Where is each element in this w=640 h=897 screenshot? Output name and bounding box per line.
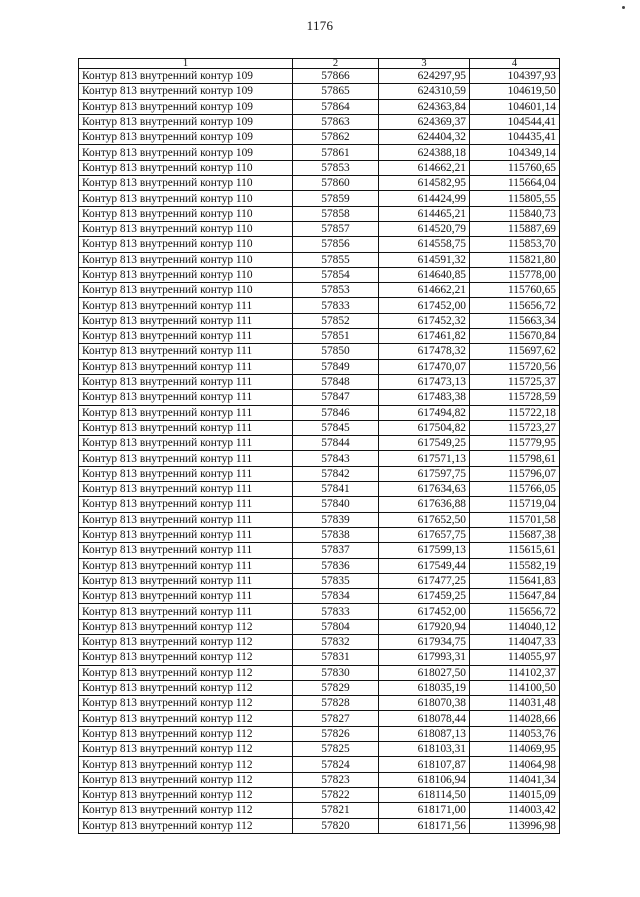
table-row [79, 512, 560, 527]
x-coordinate-cell: 617657,75 [379, 527, 470, 542]
x-coordinate-cell: 618106,94 [379, 772, 470, 787]
x-coordinate-cell: 624388,18 [379, 145, 470, 160]
contour-name-cell: Контур 813 внутренний контур 111 [79, 298, 293, 313]
contour-name-cell: Контур 813 внутренний контур 111 [79, 589, 293, 604]
contour-name-cell: Контур 813 внутренний контур 112 [79, 680, 293, 695]
point-number-cell: 57845 [293, 420, 379, 435]
point-number-cell: 57843 [293, 451, 379, 466]
point-number-cell: 57820 [293, 818, 379, 833]
y-coordinate-cell: 104544,41 [470, 114, 560, 129]
table-row [79, 420, 560, 435]
contour-name-cell: Контур 813 внутренний контур 111 [79, 527, 293, 542]
contour-name-cell: Контур 813 внутренний контур 112 [79, 665, 293, 680]
column-header: 2 [293, 59, 379, 69]
table-row [79, 726, 560, 741]
x-coordinate-cell: 618103,31 [379, 742, 470, 757]
contour-name-cell: Контур 813 внутренний контур 109 [79, 69, 293, 84]
contour-name-cell: Контур 813 внутренний контур 110 [79, 237, 293, 252]
y-coordinate-cell: 114100,50 [470, 680, 560, 695]
table-row [79, 558, 560, 573]
y-coordinate-cell: 115719,04 [470, 497, 560, 512]
y-coordinate-cell: 114041,34 [470, 772, 560, 787]
y-coordinate-cell: 115725,37 [470, 374, 560, 389]
x-coordinate-cell: 617993,31 [379, 650, 470, 665]
y-coordinate-cell: 115697,62 [470, 344, 560, 359]
y-coordinate-cell: 104619,50 [470, 84, 560, 99]
point-number-cell: 57838 [293, 527, 379, 542]
point-number-cell: 57824 [293, 757, 379, 772]
contour-name-cell: Контур 813 внутренний контур 112 [79, 818, 293, 833]
y-coordinate-cell: 115821,80 [470, 252, 560, 267]
y-coordinate-cell: 104435,41 [470, 130, 560, 145]
contour-name-cell: Контур 813 внутренний контур 110 [79, 267, 293, 282]
point-number-cell: 57860 [293, 176, 379, 191]
y-coordinate-cell: 115641,83 [470, 573, 560, 588]
x-coordinate-cell: 617494,82 [379, 405, 470, 420]
y-coordinate-cell: 114064,98 [470, 757, 560, 772]
table-row [79, 329, 560, 344]
point-number-cell: 57858 [293, 206, 379, 221]
y-coordinate-cell: 115615,61 [470, 543, 560, 558]
point-number-cell: 57866 [293, 69, 379, 84]
x-coordinate-cell: 614662,21 [379, 283, 470, 298]
contour-name-cell: Контур 813 внутренний контур 111 [79, 497, 293, 512]
x-coordinate-cell: 617920,94 [379, 619, 470, 634]
contour-name-cell: Контур 813 внутренний контур 109 [79, 99, 293, 114]
table-row [79, 619, 560, 634]
point-number-cell: 57833 [293, 604, 379, 619]
y-coordinate-cell: 114031,48 [470, 696, 560, 711]
x-coordinate-cell: 624363,84 [379, 99, 470, 114]
point-number-cell: 57865 [293, 84, 379, 99]
y-coordinate-cell: 114015,09 [470, 787, 560, 802]
contour-name-cell: Контур 813 внутренний контур 110 [79, 191, 293, 206]
table-row [79, 359, 560, 374]
x-coordinate-cell: 617597,75 [379, 466, 470, 481]
x-coordinate-cell: 617934,75 [379, 634, 470, 649]
x-coordinate-cell: 624310,59 [379, 84, 470, 99]
table-row [79, 130, 560, 145]
contour-name-cell: Контур 813 внутренний контур 111 [79, 482, 293, 497]
x-coordinate-cell: 617634,63 [379, 482, 470, 497]
point-number-cell: 57837 [293, 543, 379, 558]
table-row [79, 757, 560, 772]
x-coordinate-cell: 617636,88 [379, 497, 470, 512]
y-coordinate-cell: 115687,38 [470, 527, 560, 542]
point-number-cell: 57832 [293, 634, 379, 649]
table-row [79, 527, 560, 542]
y-coordinate-cell: 115887,69 [470, 221, 560, 236]
y-coordinate-cell: 115796,07 [470, 466, 560, 481]
x-coordinate-cell: 624297,95 [379, 69, 470, 84]
y-coordinate-cell: 115760,65 [470, 160, 560, 175]
table-row [79, 466, 560, 481]
point-number-cell: 57823 [293, 772, 379, 787]
point-number-cell: 57847 [293, 390, 379, 405]
contour-name-cell: Контур 813 внутренний контур 111 [79, 604, 293, 619]
y-coordinate-cell: 115728,59 [470, 390, 560, 405]
table-row [79, 436, 560, 451]
point-number-cell: 57852 [293, 313, 379, 328]
x-coordinate-cell: 617549,44 [379, 558, 470, 573]
y-coordinate-cell: 115766,05 [470, 482, 560, 497]
y-coordinate-cell: 114102,37 [470, 665, 560, 680]
table-row [79, 344, 560, 359]
contour-name-cell: Контур 813 внутренний контур 111 [79, 420, 293, 435]
table-row [79, 680, 560, 695]
x-coordinate-cell: 618035,19 [379, 680, 470, 695]
column-header: 3 [379, 59, 470, 69]
x-coordinate-cell: 617452,00 [379, 604, 470, 619]
contour-name-cell: Контур 813 внутренний контур 112 [79, 619, 293, 634]
x-coordinate-cell: 618107,87 [379, 757, 470, 772]
contour-name-cell: Контур 813 внутренний контур 111 [79, 436, 293, 451]
table-row [79, 818, 560, 833]
point-number-cell: 57854 [293, 267, 379, 282]
column-header: 1 [79, 59, 293, 69]
contour-name-cell: Контур 813 внутренний контур 111 [79, 451, 293, 466]
table-row [79, 206, 560, 221]
point-number-cell: 57856 [293, 237, 379, 252]
point-number-cell: 57840 [293, 497, 379, 512]
contour-name-cell: Контур 813 внутренний контур 111 [79, 543, 293, 558]
contour-name-cell: Контур 813 внутренний контур 111 [79, 344, 293, 359]
y-coordinate-cell: 115805,55 [470, 191, 560, 206]
y-coordinate-cell: 114055,97 [470, 650, 560, 665]
x-coordinate-cell: 617452,00 [379, 298, 470, 313]
point-number-cell: 57857 [293, 221, 379, 236]
table-row [79, 405, 560, 420]
page-number: 1176 [306, 18, 334, 33]
table-row [79, 573, 560, 588]
point-number-cell: 57831 [293, 650, 379, 665]
x-coordinate-cell: 618171,56 [379, 818, 470, 833]
point-number-cell: 57839 [293, 512, 379, 527]
y-coordinate-cell: 115647,84 [470, 589, 560, 604]
x-coordinate-cell: 614640,85 [379, 267, 470, 282]
table-row [79, 589, 560, 604]
y-coordinate-cell: 115778,00 [470, 267, 560, 282]
table-row [79, 696, 560, 711]
table-row [79, 283, 560, 298]
x-coordinate-cell: 624369,37 [379, 114, 470, 129]
table-row [79, 634, 560, 649]
contour-name-cell: Контур 813 внутренний контур 111 [79, 359, 293, 374]
contour-name-cell: Контур 813 внутренний контур 110 [79, 252, 293, 267]
x-coordinate-cell: 618078,44 [379, 711, 470, 726]
contour-name-cell: Контур 813 внутренний контур 109 [79, 114, 293, 129]
x-coordinate-cell: 614662,21 [379, 160, 470, 175]
y-coordinate-cell: 113996,98 [470, 818, 560, 833]
x-coordinate-cell: 617470,07 [379, 359, 470, 374]
contour-name-cell: Контур 813 внутренний контур 111 [79, 512, 293, 527]
y-coordinate-cell: 115582,19 [470, 558, 560, 573]
contour-name-cell: Контур 813 внутренний контур 110 [79, 283, 293, 298]
table-row [79, 160, 560, 175]
contour-name-cell: Контур 813 внутренний контур 112 [79, 726, 293, 741]
y-coordinate-cell: 115720,56 [470, 359, 560, 374]
contour-name-cell: Контур 813 внутренний контур 112 [79, 803, 293, 818]
point-number-cell: 57849 [293, 359, 379, 374]
contour-name-cell: Контур 813 внутренний контур 111 [79, 313, 293, 328]
point-number-cell: 57859 [293, 191, 379, 206]
contour-name-cell: Контур 813 внутренний контур 111 [79, 390, 293, 405]
table-row [79, 145, 560, 160]
y-coordinate-cell: 114028,66 [470, 711, 560, 726]
contour-name-cell: Контур 813 внутренний контур 109 [79, 84, 293, 99]
contour-name-cell: Контур 813 внутренний контур 111 [79, 405, 293, 420]
y-coordinate-cell: 114040,12 [470, 619, 560, 634]
x-coordinate-cell: 618114,50 [379, 787, 470, 802]
y-coordinate-cell: 104397,93 [470, 69, 560, 84]
x-coordinate-cell: 617461,82 [379, 329, 470, 344]
x-coordinate-cell: 614558,75 [379, 237, 470, 252]
point-number-cell: 57834 [293, 589, 379, 604]
x-coordinate-cell: 624404,32 [379, 130, 470, 145]
table-row [79, 374, 560, 389]
table-row [79, 543, 560, 558]
x-coordinate-cell: 617473,13 [379, 374, 470, 389]
x-coordinate-cell: 614424,99 [379, 191, 470, 206]
point-number-cell: 57863 [293, 114, 379, 129]
table-row [79, 803, 560, 818]
point-number-cell: 57829 [293, 680, 379, 695]
table-row [79, 84, 560, 99]
y-coordinate-cell: 104349,14 [470, 145, 560, 160]
table-row [79, 665, 560, 680]
y-coordinate-cell: 115663,34 [470, 313, 560, 328]
contour-name-cell: Контур 813 внутренний контур 112 [79, 757, 293, 772]
contour-name-cell: Контур 813 внутренний контур 110 [79, 176, 293, 191]
contour-name-cell: Контур 813 внутренний контур 112 [79, 772, 293, 787]
point-number-cell: 57864 [293, 99, 379, 114]
x-coordinate-cell: 617652,50 [379, 512, 470, 527]
x-coordinate-cell: 618087,13 [379, 726, 470, 741]
y-coordinate-cell: 115701,58 [470, 512, 560, 527]
point-number-cell: 57861 [293, 145, 379, 160]
x-coordinate-cell: 617599,13 [379, 543, 470, 558]
x-coordinate-cell: 618027,50 [379, 665, 470, 680]
x-coordinate-cell: 617478,32 [379, 344, 470, 359]
y-coordinate-cell: 115664,04 [470, 176, 560, 191]
table-row [79, 787, 560, 802]
table-row [79, 176, 560, 191]
y-coordinate-cell: 115840,73 [470, 206, 560, 221]
contour-name-cell: Контур 813 внутренний контур 112 [79, 711, 293, 726]
table-row [79, 772, 560, 787]
y-coordinate-cell: 115853,70 [470, 237, 560, 252]
x-coordinate-cell: 618171,00 [379, 803, 470, 818]
contour-name-cell: Контур 813 внутренний контур 111 [79, 558, 293, 573]
x-coordinate-cell: 614520,79 [379, 221, 470, 236]
scan-speck [622, 6, 625, 9]
point-number-cell: 57842 [293, 466, 379, 481]
point-number-cell: 57851 [293, 329, 379, 344]
table-body [79, 69, 560, 834]
contour-name-cell: Контур 813 внутренний контур 110 [79, 221, 293, 236]
table-row [79, 191, 560, 206]
contour-name-cell: Контур 813 внутренний контур 111 [79, 374, 293, 389]
y-coordinate-cell: 115656,72 [470, 604, 560, 619]
contour-name-cell: Контур 813 внутренний контур 112 [79, 634, 293, 649]
x-coordinate-cell: 614582,95 [379, 176, 470, 191]
contour-name-cell: Контур 813 внутренний контур 111 [79, 573, 293, 588]
point-number-cell: 57830 [293, 665, 379, 680]
table-row [79, 390, 560, 405]
point-number-cell: 57862 [293, 130, 379, 145]
table-row [79, 298, 560, 313]
contour-name-cell: Контур 813 внутренний контур 112 [79, 742, 293, 757]
y-coordinate-cell: 115760,65 [470, 283, 560, 298]
point-number-cell: 57850 [293, 344, 379, 359]
point-number-cell: 57826 [293, 726, 379, 741]
y-coordinate-cell: 114003,42 [470, 803, 560, 818]
y-coordinate-cell: 115670,84 [470, 329, 560, 344]
table-row [79, 221, 560, 236]
x-coordinate-cell: 617452,32 [379, 313, 470, 328]
point-number-cell: 57828 [293, 696, 379, 711]
table-row [79, 267, 560, 282]
point-number-cell: 57825 [293, 742, 379, 757]
contour-name-cell: Контур 813 внутренний контур 111 [79, 329, 293, 344]
x-coordinate-cell: 617504,82 [379, 420, 470, 435]
table-row [79, 742, 560, 757]
table-row [79, 482, 560, 497]
y-coordinate-cell: 114069,95 [470, 742, 560, 757]
table-row [79, 497, 560, 512]
table-row [79, 313, 560, 328]
point-number-cell: 57835 [293, 573, 379, 588]
contour-name-cell: Контур 813 внутренний контур 111 [79, 466, 293, 481]
table-row [79, 69, 560, 84]
point-number-cell: 57833 [293, 298, 379, 313]
table-row [79, 237, 560, 252]
contour-name-cell: Контур 813 внутренний контур 112 [79, 650, 293, 665]
table-row [79, 114, 560, 129]
contour-name-cell: Контур 813 внутренний контур 112 [79, 696, 293, 711]
contour-name-cell: Контур 813 внутренний контур 109 [79, 130, 293, 145]
y-coordinate-cell: 115723,27 [470, 420, 560, 435]
y-coordinate-cell: 115798,61 [470, 451, 560, 466]
point-number-cell: 57848 [293, 374, 379, 389]
x-coordinate-cell: 617549,25 [379, 436, 470, 451]
point-number-cell: 57853 [293, 160, 379, 175]
point-number-cell: 57821 [293, 803, 379, 818]
header-row [79, 59, 560, 69]
y-coordinate-cell: 114053,76 [470, 726, 560, 741]
point-number-cell: 57853 [293, 283, 379, 298]
table-row [79, 650, 560, 665]
coordinates-table [78, 58, 560, 834]
y-coordinate-cell: 104601,14 [470, 99, 560, 114]
x-coordinate-cell: 617483,38 [379, 390, 470, 405]
x-coordinate-cell: 617477,25 [379, 573, 470, 588]
x-coordinate-cell: 617459,25 [379, 589, 470, 604]
x-coordinate-cell: 614465,21 [379, 206, 470, 221]
table-row [79, 711, 560, 726]
contour-name-cell: Контур 813 внутренний контур 110 [79, 160, 293, 175]
contour-name-cell: Контур 813 внутренний контур 110 [79, 206, 293, 221]
point-number-cell: 57804 [293, 619, 379, 634]
point-number-cell: 57827 [293, 711, 379, 726]
y-coordinate-cell: 114047,33 [470, 634, 560, 649]
table-row [79, 451, 560, 466]
table-row [79, 99, 560, 114]
table-row [79, 604, 560, 619]
point-number-cell: 57844 [293, 436, 379, 451]
contour-name-cell: Контур 813 внутренний контур 109 [79, 145, 293, 160]
point-number-cell: 57836 [293, 558, 379, 573]
column-header: 4 [470, 59, 560, 69]
y-coordinate-cell: 115779,95 [470, 436, 560, 451]
point-number-cell: 57822 [293, 787, 379, 802]
x-coordinate-cell: 617571,13 [379, 451, 470, 466]
y-coordinate-cell: 115656,72 [470, 298, 560, 313]
contour-name-cell: Контур 813 внутренний контур 112 [79, 787, 293, 802]
point-number-cell: 57846 [293, 405, 379, 420]
x-coordinate-cell: 618070,38 [379, 696, 470, 711]
point-number-cell: 57841 [293, 482, 379, 497]
y-coordinate-cell: 115722,18 [470, 405, 560, 420]
x-coordinate-cell: 614591,32 [379, 252, 470, 267]
point-number-cell: 57855 [293, 252, 379, 267]
table-row [79, 252, 560, 267]
